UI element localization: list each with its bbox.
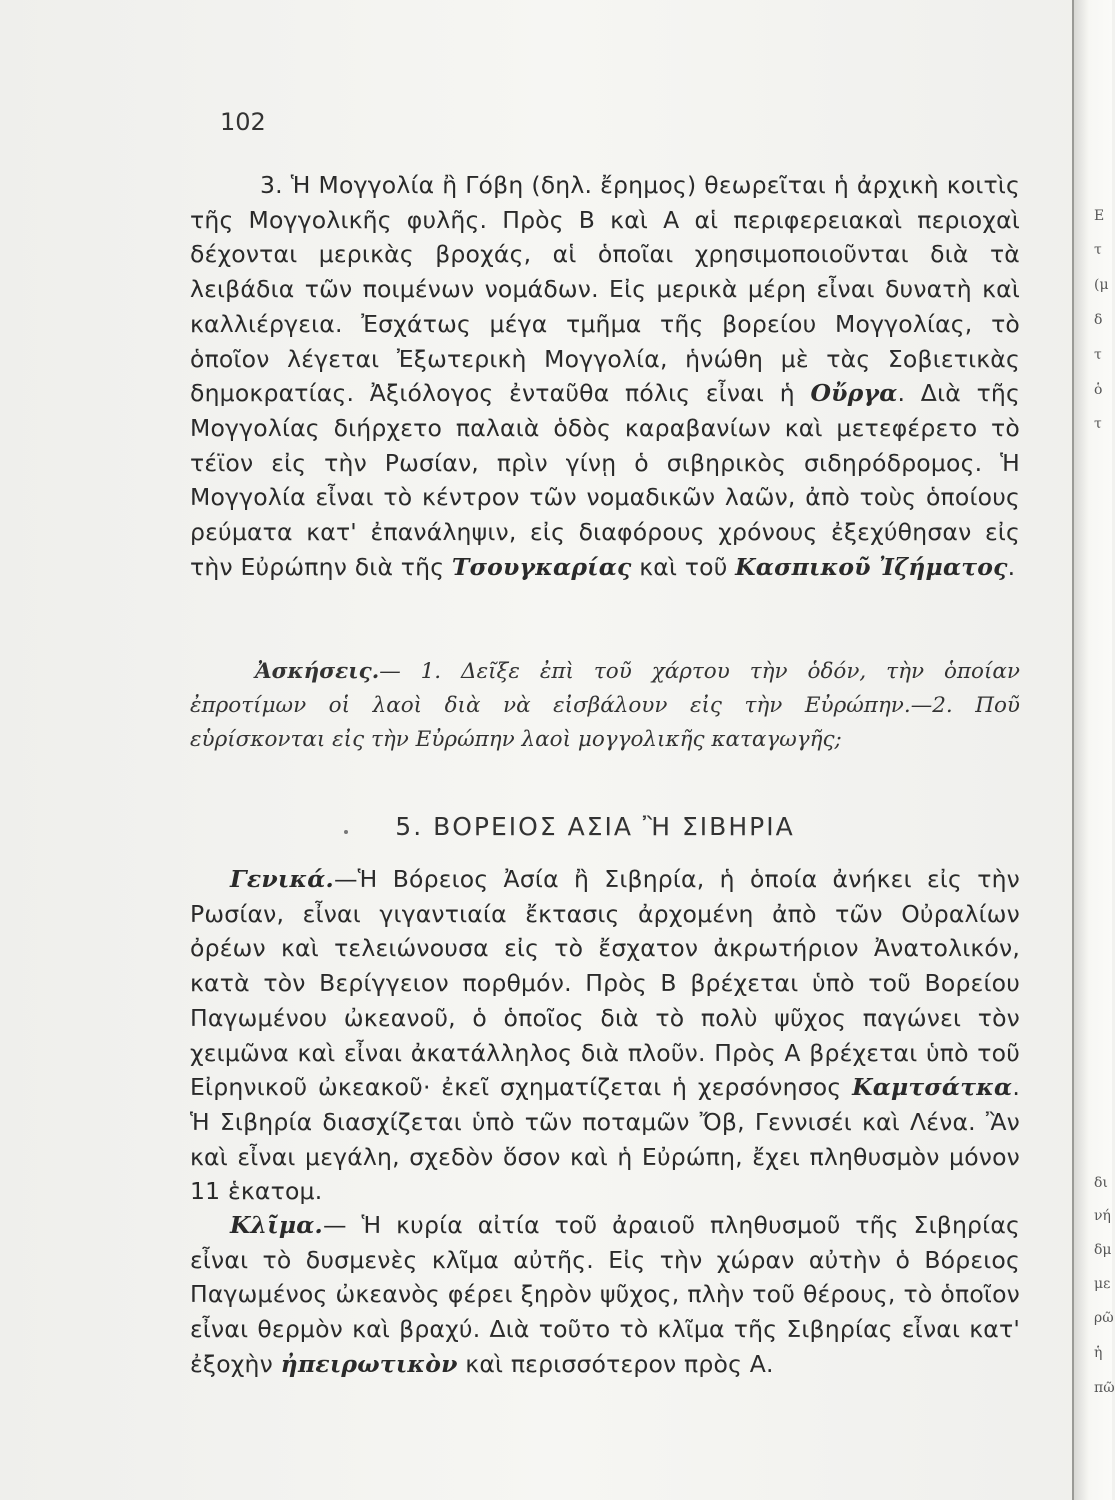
adjacent-page-fragment: Ε (1094, 208, 1105, 224)
section-title: 5. ΒΟΡΕΙΟΣ ΑΣΙΑ Ἢ ΣΙΒΗΡΙΑ (395, 812, 795, 841)
adjacent-page-fragment: (μ (1094, 277, 1109, 293)
adjacent-page-fragment: δ (1094, 312, 1103, 328)
adjacent-page-fragment: με (1094, 1276, 1111, 1292)
paragraph-text: 3. Ἡ Μογγολία ἢ Γόβη (δηλ. ἔρημος) θεωρεῖται ἡ ἀρχικὴ κοιτὶς τῆς Μογγολικῆς φυλῆς. Πρὸς Β καὶ Α αἱ περιφερειακαὶ περιοχαὶ δέχονται μερικὰς βροχάς, αἱ ὁποῖαι χρησιμοποιοῦνται διὰ τὰ λειβάδια τῶν ποιμένων νομάδων. Εἰς μερικὰ μέρη εἶναι δυνατὴ καὶ καλλιέργεια. Ἐσχάτως μέγα τμῆμα τῆς βορείου Μογγολίας, τὸ ὁποῖον λέγεται Ἐξωτερικὴ Μογγολία, ἡνώθη μὲ τὰς Σοβιετικὰς δημοκρατίας. Ἀξιόλογος ἐνταῦθα πόλις εἶναι ἡ (190, 171, 1020, 408)
page-number: 102 (220, 108, 266, 136)
adjacent-page-fragment: νή (1094, 1208, 1111, 1224)
adjacent-page-edge (1072, 0, 1115, 1500)
paragraph-text: . Ἡ Σιβηρία διασχίζεται ὑπὸ τῶν ποταμῶν Ὄβ, Γεννισέι καὶ Λένα. Ἂν καὶ εἶναι μεγάλη, σχεδὸν ὅσον καὶ ἡ Εὐρώπη, ἔχει πληθυσμὸν μόνον 11 ἑκατομ. (190, 1073, 1020, 1206)
adjacent-page-fragment: ἡ (1094, 1345, 1103, 1361)
exercises-paragraph (190, 655, 1020, 757)
emphasis-caspian: Κασπικοῦ Ἰζήματος (735, 552, 1008, 581)
exercises-text: — 1. Δεῖξε ἐπὶ τοῦ χάρτου τὴν ὁδόν, τὴν ὁποίαν ἐπροτίμων οἱ λαοὶ διὰ νὰ εἰσβάλουν εἰς τὴν Εὐρώπην.—2. Ποῦ εὑρίσκονται εἰς τὴν Εὐρώπην λαοὶ μογγολικῆς καταγωγῆς; (190, 659, 1020, 752)
runin-heading-climate: Κλῖμα. (230, 1211, 323, 1239)
paragraph-text: —Ἡ Βόρειος Ἀσία ἢ Σιβηρία, ἡ ὁποία ἀνήκει εἰς τὴν Ρωσίαν, εἶναι γιγαντιαία ἔκτασις ἀρχομένη ἀπὸ τῶν Οὐραλίων ὀρέων καὶ τελειώνουσα εἰς τὸ ἔσχατον ἀκρωτήριον Ἀνατολικόν, κατὰ τὸν Βερίγγειον πορθμόν. Πρὸς Β βρέχεται ὑπὸ τοῦ Βορείου Παγωμένου ὠκεανοῦ, ὁ ὁποῖος διὰ τὸ πολὺ ψῦχος παγώνει τὸν χειμῶνα καὶ εἶναι ἀκατάλληλος διὰ πλοῦν. Πρὸς Α βρέχεται ὑπὸ τοῦ Εἰρηνικοῦ ὠκεακοῦ· ἐκεῖ σχηματίζεται ἡ χερσόνησος (190, 865, 1020, 1102)
adjacent-page-fragment: δι (1094, 1175, 1108, 1191)
adjacent-page-fragment: ρῶ (1094, 1310, 1114, 1326)
adjacent-page-fragment: τ (1094, 347, 1102, 363)
paragraph-text: . Διὰ τῆς Μογγολίας διήρχετο παλαιὰ ὁδὸς καραβανίων καὶ μετεφέρετο τὸ τέϊον εἰς τὴν Ρωσίαν, πρὶν γίνῃ ὁ σιβηρικὸς σιδηρόδρομος. Ἡ Μογγολία εἶναι τὸ κέντρον τῶν νομαδικῶν λαῶν, ἀπὸ τοὺς ὁποίους ρεύματα κατ' ἐπανάληψιν, εἰς διαφόρους χρόνους ἐξεχύθησαν εἰς τὴν Εὐρώπην διὰ τῆς (190, 379, 1021, 581)
emphasis-kamchatka: Καμτσάτκα (852, 1073, 1013, 1102)
emphasis-dzungaria: Τσουγκαρίας (451, 552, 632, 581)
exercises-label: Ἀσκήσεις. (255, 659, 380, 684)
paragraph-climate (190, 1208, 1020, 1382)
runin-heading-general: Γενικά. (230, 865, 334, 893)
emphasis-urga: Οὔργα (810, 379, 898, 408)
paragraph-mongolia (190, 168, 1020, 584)
emphasis-continental: ἠπειρωτικὸν (280, 1349, 458, 1378)
paragraph-text: — Ἡ κυρία αἰτία τοῦ ἀραιοῦ πληθυσμοῦ τῆς Σιβηρίας εἶναι τὸ δυσμενὲς κλῖμα αὐτῆς. Εἰς τὴν χώραν αὐτὴν ὁ Βόρειος Παγωμένος ὠκεανὸς φέρει ξηρὸν ψῦχος, πλὴν τοῦ θέρους, τὸ ὁποῖον εἶναι θερμὸν καὶ βραχύ. Διὰ τοῦτο τὸ κλῖμα τῆς Σιβηρίας εἶναι κατ' ἐξοχὴν (190, 1211, 1020, 1378)
adjacent-page-fragment: ὁ (1094, 382, 1103, 398)
paragraph-text: καὶ τοῦ (631, 552, 728, 581)
adjacent-page-fragment: τ (1094, 242, 1102, 258)
adjacent-page-fragment: πῶ (1094, 1380, 1115, 1396)
paragraph-text: καὶ περισσότερον πρὸς Α. (457, 1349, 774, 1378)
paragraph-general (190, 862, 1020, 1209)
adjacent-page-fragment: δμ (1094, 1242, 1112, 1258)
adjacent-page-fragment: τ (1094, 416, 1102, 432)
paragraph-text: . (1007, 552, 1016, 581)
